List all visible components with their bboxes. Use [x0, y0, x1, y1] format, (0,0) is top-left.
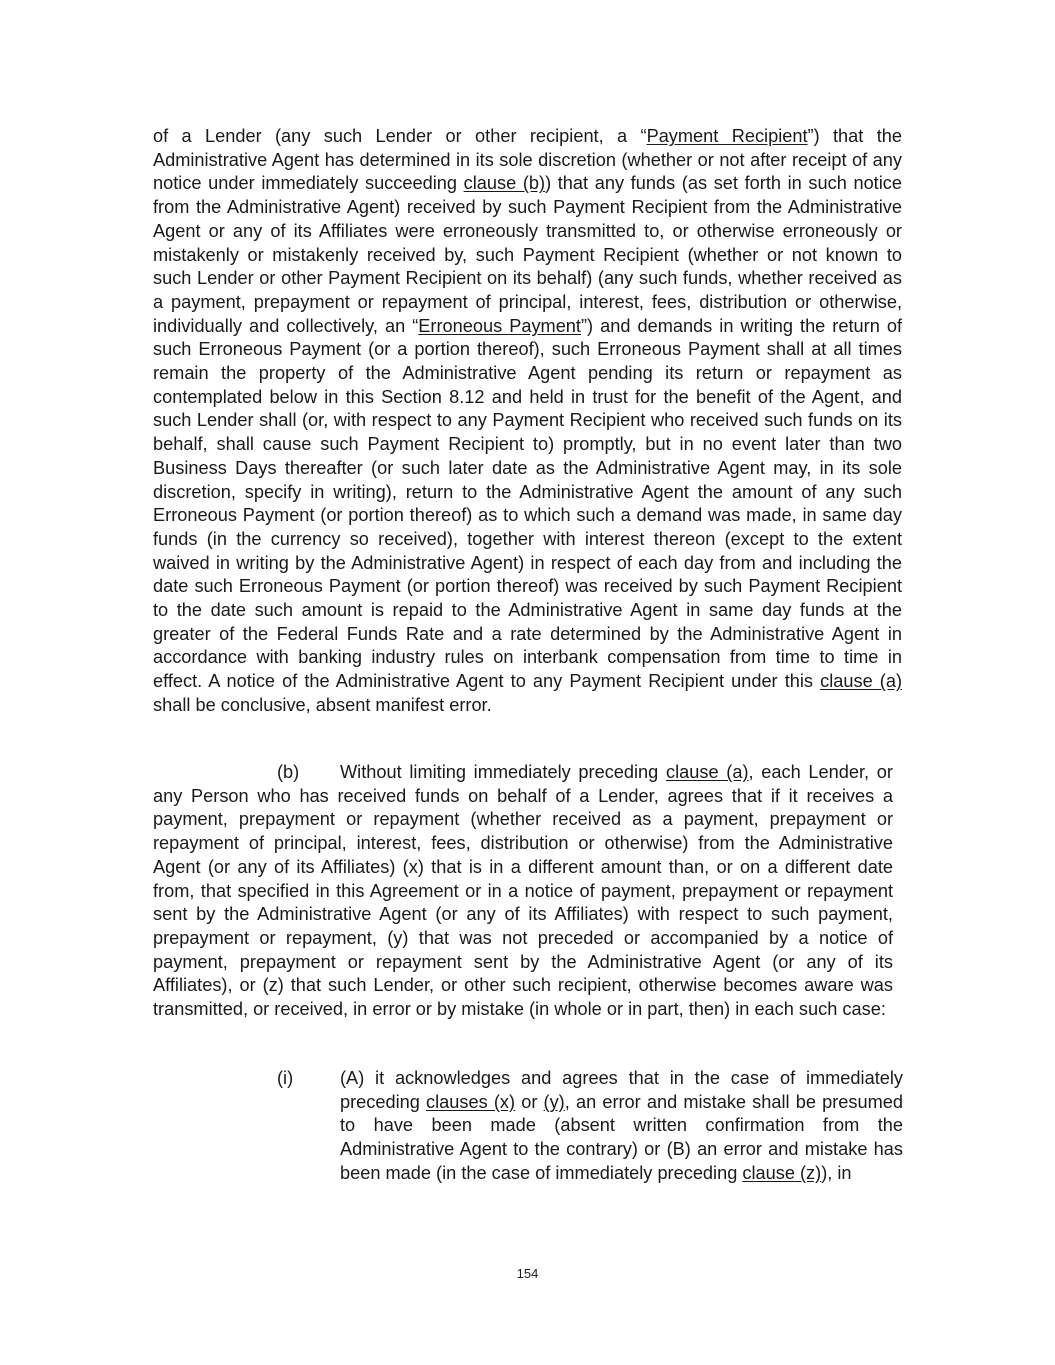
subclause-i	[340, 1067, 903, 1186]
text-run: , an error and mistake shall be presumed to have been made (absent written confirmation from the Administrative Agent to the contrary) or (B) an error and mistake has been made (in the case of immediately preceding	[340, 1091, 903, 1183]
text-run: ), in	[821, 1162, 852, 1183]
text-run: of a Lender (any such Lender or other recipient, a “	[153, 126, 647, 146]
text-run: , each Lender, or any Person who has received funds on behalf of a Lender, agrees that if it receives a payment, prepayment or repayment (whether received as a payment, prepayment or repayment of principal, interest, fees, distribution or otherwise) from the Administrative Agent (or any of its Affiliates) (x) that is in a different amount than, or on a different date from, that specified in this Agreement or in a notice of payment, prepayment or repayment sent by the Administrative Agent (or any of its Affiliates) with respect to such payment, prepayment or repayment, (y) that was not preceded or accompanied by a notice of payment, prepayment or repayment sent by the Administrative Agent (or any of its Affiliates), or (z) that such Lender, or other such recipient, otherwise becomes aware was transmitted, or received, in error or by mistake (in whole or in part, then) in each such case:	[153, 762, 893, 1020]
text-run: (A) it acknowledges and agrees that in the case of immediately preceding	[340, 1068, 903, 1112]
clause-reference: (y)	[543, 1091, 565, 1112]
clause-reference: clause (z)	[742, 1162, 822, 1183]
paragraph-b	[153, 761, 893, 1022]
text-run: ”) that the Administrative Agent has determined in its sole discretion (whether or not after receipt of any notice under immediately succeeding	[153, 126, 902, 194]
clause-reference: clause (a)	[820, 671, 902, 692]
text-run: ) that any funds (as set forth in such notice from the Administrative Agent) received by such Payment Recipient from the Administrative Agent or any of its Affiliates were erroneously transmitted to, or otherwise erroneously or mistakenly or mistakenly received by, such Payment Recipient (whether or not known to such Lender or other Payment Recipient on its behalf) (any such funds, whether received as a payment, prepayment or repayment of principal, interest, fees, distribution or otherwise, individually and collectively, an “	[153, 173, 902, 336]
clause-reference: clause (a)	[666, 762, 749, 782]
text-run: shall be conclusive, absent manifest error.	[153, 694, 492, 715]
clause-reference: clause (b)	[463, 173, 546, 194]
subclause-i-label: (i)	[277, 1068, 294, 1088]
page-number: 154	[516, 1266, 539, 1281]
paragraph-a	[153, 125, 902, 718]
defined-term-erroneous-payment: Erroneous Payment	[418, 315, 581, 336]
text-run: or	[515, 1091, 544, 1112]
clause-reference: clauses (x)	[426, 1091, 516, 1112]
defined-term-payment-recipient: Payment Recipient	[646, 126, 808, 146]
text-run: ”) and demands in writing the return of such Erroneous Payment (or a portion thereof), such Erroneous Payment shall at all times remain the property of the Administrative Agent pending its return or repayment as contemplated below in this Section 8.12 and held in trust for the benefit of the Agent, and such Lender shall (or, with respect to any Payment Recipient who received such funds on its behalf, shall cause such Payment Recipient to) promptly, but in no event later than two Business Days thereafter (or such later date as the Administrative Agent may, in its sole discretion, specify in writing), return to the Administrative Agent the amount of any such Erroneous Payment (or portion thereof) as to which such a demand was made, in same day funds (in the currency so received), together with interest thereon (except to the extent waived in writing by the Administrative Agent) in respect of each day from and including the date such Erroneous Payment (or portion thereof) was received by such Payment Recipient to the date such amount is repaid to the Administrative Agent in same day funds at the greater of the Federal Funds Rate and a rate determined by the Administrative Agent in accordance with banking industry rules on interbank compensation from time to time in effect. A notice of the Administrative Agent to any Payment Recipient under this	[153, 315, 902, 692]
text-run: Without limiting immediately preceding	[340, 762, 666, 782]
paragraph-b-label: (b)	[277, 762, 300, 782]
